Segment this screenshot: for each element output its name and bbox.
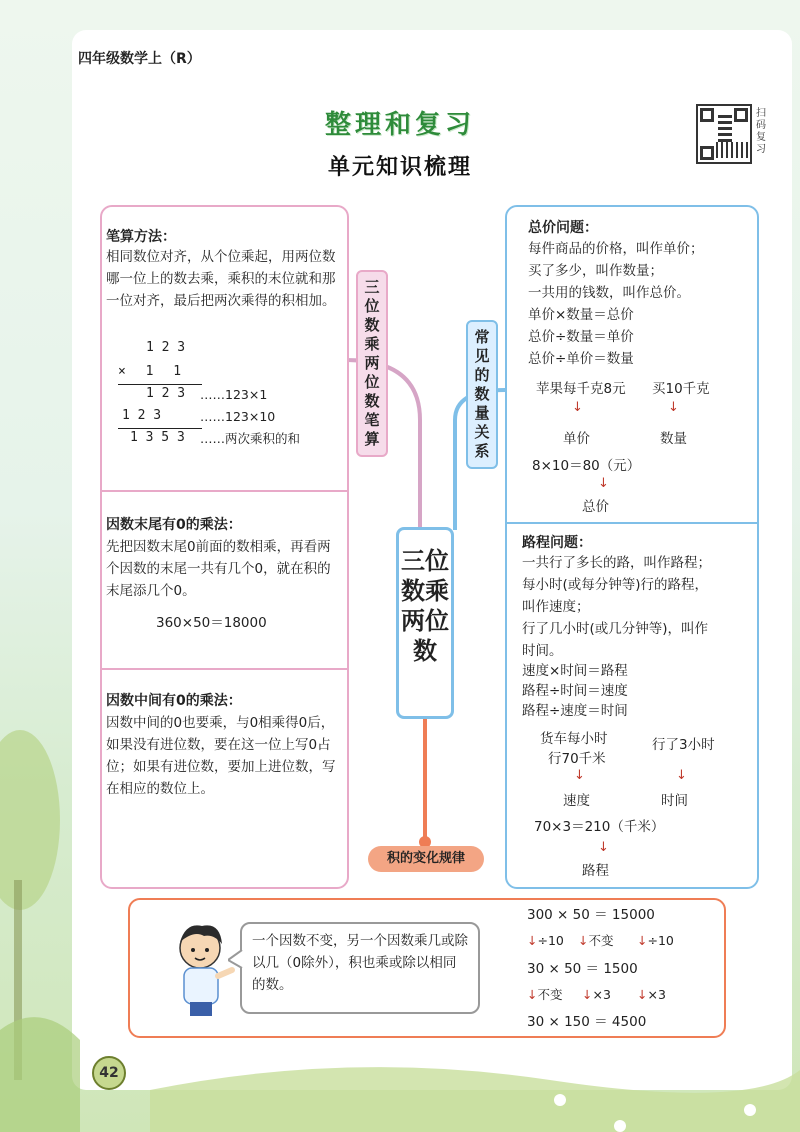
left-divider-2 [100,668,349,670]
arrow-down-icon: ↓ [668,400,679,415]
distance-line-1: 一共行了多长的路，叫作路程； [522,555,711,571]
product-rule-pill: 积的变化规律 [368,846,484,872]
calc-note-3: ……123×1 [200,387,268,402]
total-price-example-b: 买10千克 [652,381,710,397]
total-price-line-4: 单价×数量＝总价 [528,307,634,323]
total-price-result: 总价 [582,499,609,515]
distance-title: 路程问题： [522,535,592,551]
arrow-down-icon: ↓ [598,840,609,855]
calc-row-2: × 1 1 [118,364,188,379]
rule-op-2a: ↓不变 [527,987,563,1002]
speech-tail [228,950,244,970]
right-branch-label: 常见的数量关系 [466,320,498,469]
rule-op-1b: ↓不变 [578,933,614,948]
written-method-text: 相同数位对齐，从个位乘起，用两位数哪一位上的数去乘，乘积的末位就和那一位对齐，最后把两次乘得的积相加。 [106,249,336,309]
calc-line-2 [118,428,202,429]
distance-label-b: 时间 [661,793,688,809]
distance-line-2: 每小时(或每分钟等)行的路程， [522,577,709,593]
total-price-line-1: 每件商品的价格，叫作单价； [528,241,704,257]
distance-line-4: 行了几小时(或几分钟等)，叫作 [522,621,709,637]
page-subtitle: 单元知识梳理 [327,155,472,180]
total-price-line-6: 总价÷单价＝数量 [528,351,634,367]
rule-op-1a: ↓÷10 [527,933,564,948]
distance-equation: 70×3＝210（千米） [534,819,665,835]
rule-op-2c: ↓×3 [637,987,666,1002]
trailing-zero-text: 先把因数末尾0前面的数相乘，再看两个因数的末尾一共有几个0，就在积的末尾添几个0。 [106,539,331,599]
calc-row-1: 1 2 3 [146,340,186,355]
distance-label-a: 速度 [563,793,590,809]
calc-note-5: ……两次乘积的和 [200,431,301,446]
qr-label: 扫码复习 [756,108,766,155]
distance-example-b: 行了3小时 [652,737,715,753]
calc-row-3: 1 2 3 [146,386,186,401]
center-topic: 三位数乘两位数 [396,527,454,719]
distance-example-a-2: 行70千米 [548,751,606,767]
calc-note-4: ……123×10 [200,409,276,424]
calc-row-4: 1 2 3 [122,408,162,423]
distance-line-8: 路程÷速度＝时间 [522,703,628,719]
total-price-line-3: 一共用的钱数，叫作总价。 [528,285,690,301]
page-number: 42 [92,1056,126,1090]
distance-line-6: 速度×时间＝路程 [522,663,628,679]
distance-example-a-1: 货车每小时 [540,731,608,747]
arrow-down-icon: ↓ [572,400,583,415]
trailing-zero-example: 360×50＝18000 [156,615,267,631]
arrow-down-icon: ↓ [598,476,609,491]
left-divider-1 [100,490,349,492]
left-branch-label: 三位数乘两位数笔算 [356,270,388,457]
total-price-example-a: 苹果每千克8元 [536,381,626,397]
total-price-line-2: 买了多少，叫作数量； [528,263,663,279]
distance-line-5: 时间。 [522,643,563,659]
total-price-line-5: 总价÷数量＝单价 [528,329,634,345]
rule-equation-1: 300 × 50 ＝ 15000 [527,907,655,923]
written-method-title: 笔算方法： [106,229,176,245]
page-title: 整理和复习 [324,110,475,140]
total-price-label-a: 单价 [563,431,590,447]
rule-op-2b: ↓×3 [582,987,611,1002]
rule-equation-3: 30 × 150 ＝ 4500 [527,1014,647,1030]
total-price-title: 总价问题： [528,220,598,236]
calc-row-5: 1 3 5 3 [130,430,185,445]
trailing-zero-title: 因数末尾有0的乘法： [106,517,242,533]
distance-result: 路程 [582,863,609,879]
distance-line-3: 叫作速度； [522,599,590,615]
middle-zero-text: 因数中间的0也要乘，与0相乘得0后，如果没有进位数，要在这一位上写0占位；如果有进位数，要加上进位数，写在相应的数位上。 [106,715,336,797]
arrow-down-icon: ↓ [574,768,585,783]
distance-line-7: 路程÷时间＝速度 [522,683,628,699]
rule-statement: 一个因数不变，另一个因数乘几或除以几（0除外），积也乘或除以相同的数。 [252,933,468,993]
total-price-label-b: 数量 [660,431,687,447]
arrow-down-icon: ↓ [676,768,687,783]
middle-zero-title: 因数中间有0的乘法： [106,693,242,709]
book-header: 四年级数学上（R） [78,51,201,67]
right-divider [505,522,759,524]
calc-line-1 [118,384,202,385]
rule-op-1c: ↓÷10 [637,933,674,948]
rule-equation-2: 30 × 50 ＝ 1500 [527,961,638,977]
total-price-equation: 8×10＝80（元） [532,458,641,474]
